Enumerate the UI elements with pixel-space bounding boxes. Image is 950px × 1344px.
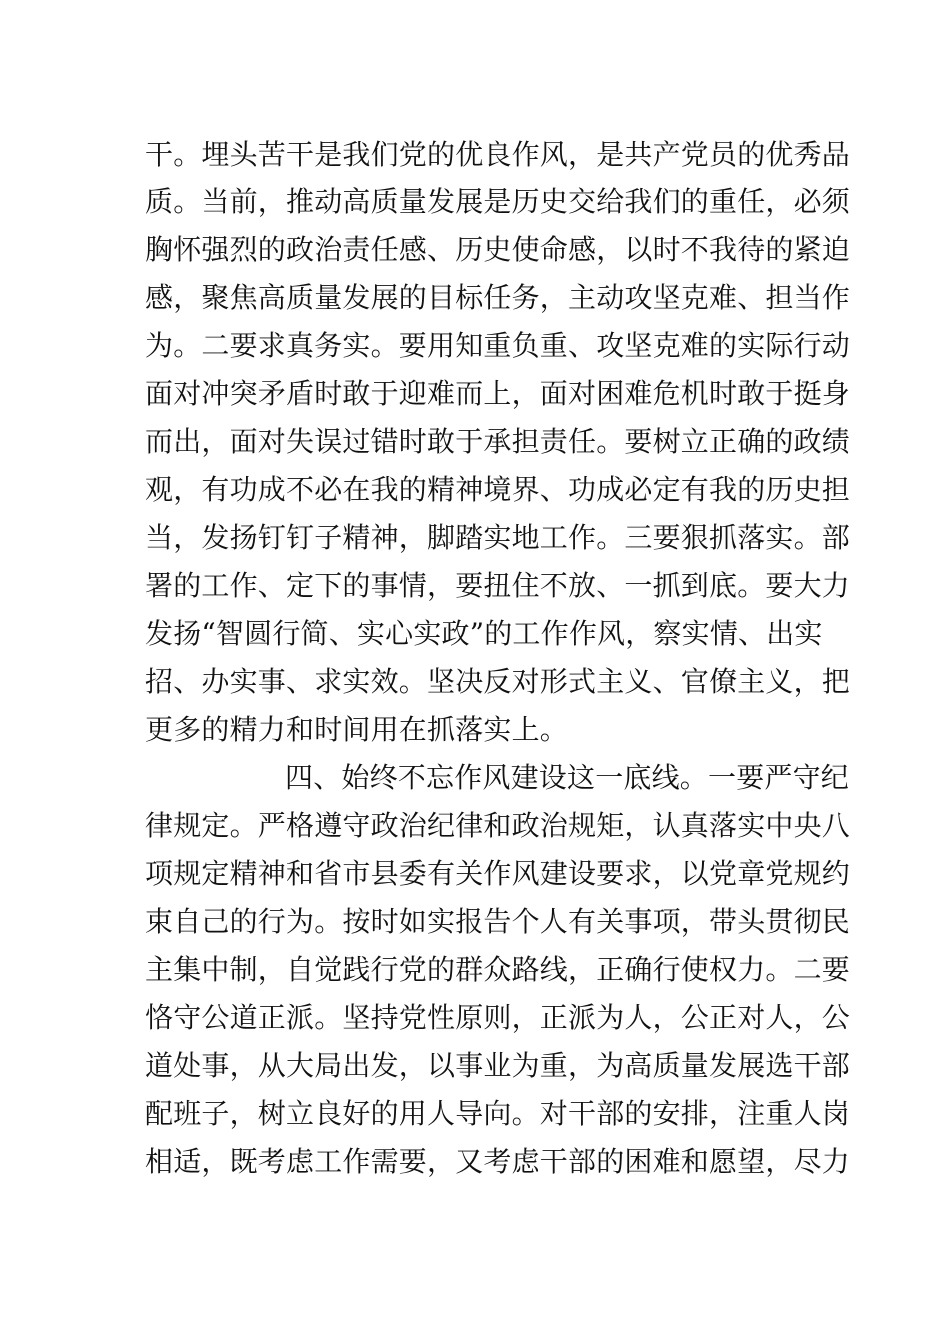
text-line: 项规定精神和省市县委有关作风建设要求，以党章党规约	[145, 857, 851, 890]
text-line: 干。埋头苦干是我们党的优良作风，是共产党员的优秀品	[145, 138, 851, 171]
section-heading-line: 四、始终不忘作风建设这一底线。一要严守纪	[285, 761, 850, 794]
text-line: 发扬“智圆行简、实心实政”的工作作风，察实情、出实	[145, 617, 823, 650]
text-line: 质。当前，推动高质量发展是历史交给我们的重任，必须	[145, 185, 851, 218]
text-line: 观，有功成不必在我的精神境界、功成必定有我的历史担	[145, 473, 851, 506]
text-line: 相适，既考虑工作需要，又考虑干部的困难和愿望，尽力	[145, 1145, 851, 1178]
text-line: 面对冲突矛盾时敢于迎难而上，面对困难危机时敢于挺身	[145, 377, 851, 410]
text-line: 感，聚焦高质量发展的目标任务，主动攻坚克难、担当作	[145, 281, 851, 314]
text-line: 恪守公道正派。坚持党性原则，正派为人，公正对人，公	[145, 1001, 851, 1034]
text-line: 更多的精力和时间用在抓落实上。	[145, 713, 569, 746]
text-line: 当，发扬钉钉子精神，脚踏实地工作。三要狠抓落实。部	[145, 521, 851, 554]
text-line: 招、办实事、求实效。坚决反对形式主义、官僚主义，把	[145, 665, 851, 698]
text-line: 而出，面对失误过错时敢于承担责任。要树立正确的政绩	[145, 425, 851, 458]
text-line: 胸怀强烈的政治责任感、历史使命感，以时不我待的紧迫	[145, 233, 851, 266]
text-line: 律规定。严格遵守政治纪律和政治规矩，认真落实中央八	[145, 809, 851, 842]
text-line: 道处事，从大局出发，以事业为重，为高质量发展选干部	[145, 1049, 851, 1082]
text-line: 主集中制，自觉践行党的群众路线，正确行使权力。二要	[145, 953, 851, 986]
text-line: 束自己的行为。按时如实报告个人有关事项，带头贯彻民	[145, 905, 851, 938]
text-line: 配班子，树立良好的用人导向。对干部的安排，注重人岗	[145, 1097, 851, 1130]
text-line: 为。二要求真务实。要用知重负重、攻坚克难的实际行动	[145, 329, 851, 362]
text-line: 署的工作、定下的事情，要扭住不放、一抓到底。要大力	[145, 569, 851, 602]
